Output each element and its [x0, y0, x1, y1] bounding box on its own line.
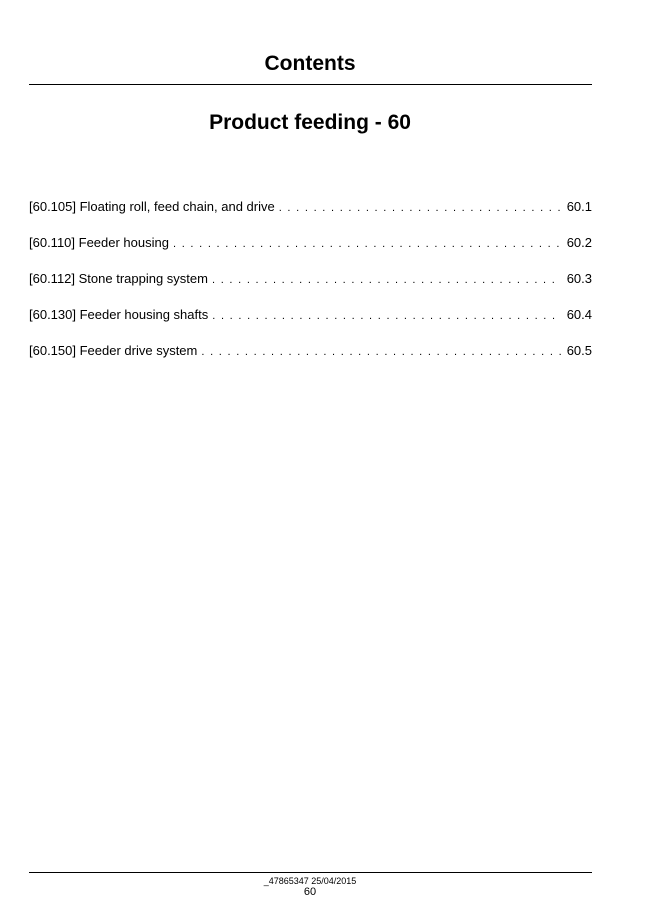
toc-entry-label: [60.110] Feeder housing	[29, 235, 169, 250]
toc-entry-page: 60.3	[566, 271, 592, 286]
dot-leader	[279, 198, 561, 218]
toc-entry-page: 60.5	[566, 343, 592, 358]
toc-entry-label: [60.112] Stone trapping system	[29, 271, 208, 286]
toc-entry-60-130[interactable]	[29, 305, 592, 341]
toc-entry-label: [60.105] Floating roll, feed chain, and drive	[29, 199, 275, 214]
toc-entry-page: 60.1	[566, 199, 592, 214]
dot-leader	[212, 270, 561, 290]
dot-leader	[201, 342, 560, 362]
footer-divider	[29, 872, 592, 873]
toc-entry-60-110[interactable]	[29, 233, 592, 269]
page-title: Contents	[264, 52, 356, 75]
dot-leader	[212, 306, 560, 326]
section-title: Product feeding - 60	[209, 111, 411, 134]
toc-entry-60-112[interactable]	[29, 269, 592, 305]
toc-entry-page: 60.2	[566, 235, 592, 250]
dot-leader	[173, 234, 561, 254]
page-number: 60	[303, 886, 317, 898]
header-divider	[29, 84, 592, 85]
toc-entry-label: [60.150] Feeder drive system	[29, 343, 198, 358]
toc-entry-60-105[interactable]	[29, 197, 592, 233]
toc-entry-label: [60.130] Feeder housing shafts	[29, 307, 209, 322]
table-of-contents	[29, 197, 592, 377]
document-reference: _47865347 25/04/2015	[263, 876, 357, 886]
toc-entry-page: 60.4	[566, 307, 592, 322]
toc-entry-60-150[interactable]	[29, 341, 592, 377]
